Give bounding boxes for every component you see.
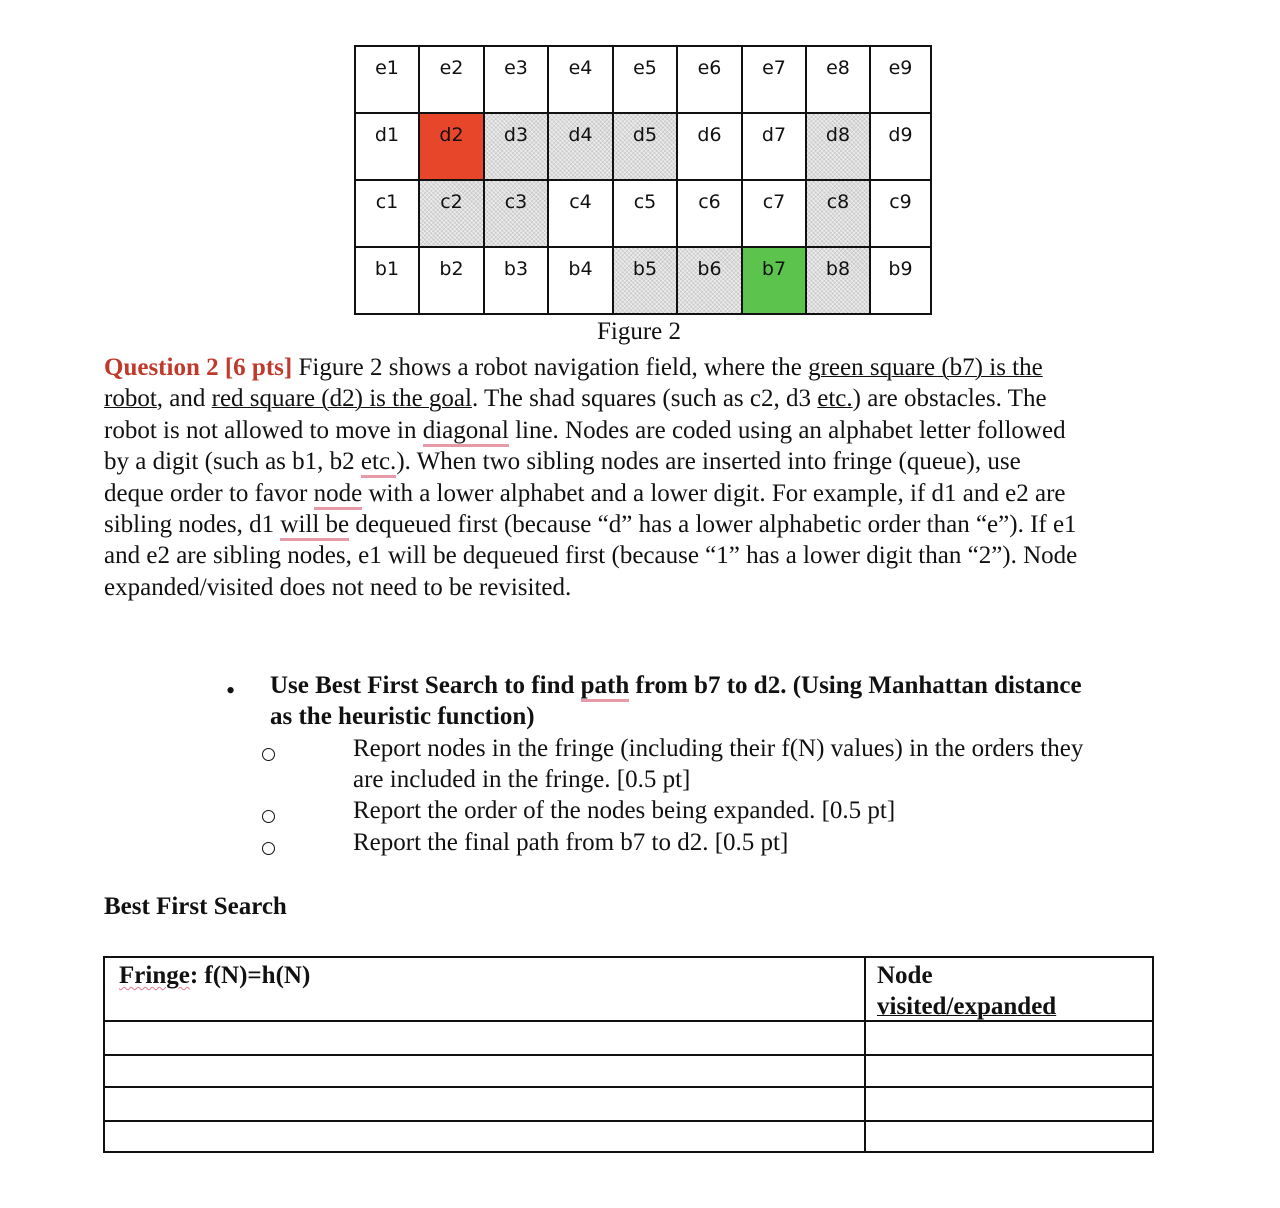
cell-label: b3 (503, 258, 529, 280)
grid-cell-b3 (485, 248, 549, 313)
grid-row-d (356, 114, 930, 179)
cell-label: c1 (375, 191, 399, 213)
fringe-column-header (119, 960, 310, 991)
fringe-answer-cell[interactable] (105, 1122, 862, 1151)
grid-row-b (356, 248, 930, 313)
grid-cell-b2 (420, 248, 485, 313)
question-heading: Question 2 [6 pts] (104, 354, 293, 381)
grid-row-c (356, 181, 930, 246)
diagonal-word: diagonal (423, 417, 509, 447)
grid-cell-e6 (678, 47, 743, 112)
text: dequeued first (because “d” has a lower alphabetic order than “e”). If e1 (349, 511, 1077, 539)
formula: : f(N)=h(N) (189, 962, 311, 989)
section-title: Best First Search (104, 893, 287, 920)
grid-cell-c3 (485, 181, 549, 246)
text: from b7 to d2. (Using Manhattan distance (629, 672, 1082, 699)
subtask-1-line-a: Report nodes in the fringe (including their f(N) values) in the orders they (353, 735, 1084, 762)
cell-label: c5 (633, 191, 657, 213)
subtask-2: Report the order of the nodes being expanded. [0.5 pt] (353, 797, 896, 824)
fringe-answer-cell[interactable] (105, 1022, 862, 1054)
grid-cell-c7 (743, 181, 807, 246)
navigation-grid (354, 45, 932, 315)
cell-label: c9 (889, 191, 912, 213)
cell-label: d2 (439, 124, 464, 146)
grid-cell-d6 (678, 114, 743, 179)
cell-label: b8 (825, 258, 851, 280)
grid-cell-c2 (420, 181, 485, 246)
grid-cell-e1 (356, 47, 420, 112)
visited-answer-cell[interactable] (866, 1088, 1152, 1120)
grid-cell-e9 (871, 47, 930, 112)
cell-label: b5 (632, 258, 658, 280)
cell-label: b9 (888, 258, 913, 280)
path-word: path (581, 672, 630, 702)
circle-bullet-icon (262, 810, 275, 823)
para-line-6 (104, 509, 1214, 540)
grid-cell-c1 (356, 181, 420, 246)
text: Figure 2 shows a robot navigation field, where the (292, 354, 809, 381)
cell-label: b7 (761, 258, 787, 280)
cell-label: e3 (504, 57, 528, 79)
grid-cell-e2 (420, 47, 485, 112)
text: robot is not allowed to move in (104, 416, 423, 444)
etc-word: etc. (361, 448, 396, 478)
grid-cell-d4 (549, 114, 614, 179)
fringe-answer-cell[interactable] (105, 1056, 862, 1086)
cell-label: b4 (568, 258, 593, 280)
subtask-3: Report the final path from b7 to d2. [0.5 pt] (353, 829, 789, 856)
figure-caption: Figure 2 (597, 318, 682, 345)
para-line-2 (104, 383, 1214, 414)
grid-cell-e5 (614, 47, 678, 112)
cell-label: d5 (632, 124, 658, 146)
cell-label: c8 (826, 191, 850, 213)
cell-label: b1 (374, 258, 400, 280)
answer-table (103, 956, 1154, 1153)
cell-label: c4 (569, 191, 592, 213)
fringe-word: Fringe (119, 962, 190, 989)
grid-cell-e8 (807, 47, 871, 112)
cell-label: b6 (697, 258, 722, 280)
para-line-7: and e2 are sibling nodes, e1 will be dequeued first (because “1” has a lower digit than “2”). Node (104, 542, 1078, 570)
text: Use Best First Search to find (270, 672, 581, 699)
will-be-words: will be (280, 511, 349, 541)
text: by a digit (such as b1, b2 (104, 448, 361, 476)
circle-bullet-icon (262, 842, 275, 855)
text: line. Nodes are coded using an alphabet letter followed (508, 416, 1066, 444)
visited-answer-cell[interactable] (866, 1122, 1152, 1151)
grid-cell-b7 (743, 248, 807, 313)
cell-label: e1 (375, 57, 399, 79)
cell-label: e6 (697, 57, 722, 79)
visited-answer-cell[interactable] (866, 1022, 1152, 1054)
grid-cell-e4 (549, 47, 614, 112)
text: ) are obstacles. The (852, 385, 1047, 413)
header-line-1: Node (877, 962, 933, 989)
cell-label: c2 (440, 191, 463, 213)
cell-label: d8 (825, 124, 851, 146)
task-line-1 (270, 672, 1082, 700)
visited-answer-cell[interactable] (866, 1056, 1152, 1086)
para-line-4 (104, 446, 1214, 477)
robot-word: robot (104, 385, 157, 413)
cell-label: e9 (888, 57, 913, 79)
grid-cell-d8 (807, 114, 871, 179)
grid-cell-b6 (678, 248, 743, 313)
cell-label: d9 (888, 124, 913, 146)
subtask-1-line-b: are included in the fringe. [0.5 pt] (353, 766, 691, 793)
grid-cell-d9 (871, 114, 930, 179)
text: deque order to favor (104, 479, 314, 507)
para-line-8: expanded/visited does not need to be revisited. (104, 573, 572, 601)
cell-label: c3 (504, 191, 528, 213)
header-line-2: visited/expanded (877, 993, 1057, 1020)
text: ). When two sibling nodes are inserted into fringe (queue), use (396, 448, 1021, 476)
grid-cell-c8 (807, 181, 871, 246)
bullet-icon: • (226, 676, 236, 705)
grid-cell-b8 (807, 248, 871, 313)
para-line-1 (104, 352, 1214, 383)
grid-cell-d1 (356, 114, 420, 179)
text: sibling nodes, d1 (104, 511, 281, 539)
task-line-2: as the heuristic function) (270, 703, 535, 730)
cell-label: e2 (439, 57, 464, 79)
cell-label: d6 (697, 124, 722, 146)
text: , and (156, 385, 212, 413)
text: . The shad squares (such as c2, d3 (471, 385, 818, 413)
grid-cell-b9 (871, 248, 930, 313)
visited-column-header (877, 960, 1147, 1022)
goal-reference: red square (d2) is the goal (211, 385, 472, 413)
cell-label: d7 (761, 124, 787, 146)
para-line-5 (104, 478, 1214, 509)
grid-row-e (356, 47, 930, 112)
cell-label: e8 (826, 57, 850, 79)
node-word: node (314, 480, 363, 510)
circle-bullet-icon (262, 748, 275, 761)
cell-label: d4 (568, 124, 593, 146)
grid-cell-c5 (614, 181, 678, 246)
grid-cell-c9 (871, 181, 930, 246)
cell-label: e5 (633, 57, 657, 79)
grid-cell-c4 (549, 181, 614, 246)
cell-label: e4 (568, 57, 593, 79)
text: with a lower alphabet and a lower digit. For example, if d1 and e2 are (362, 479, 1066, 507)
cell-label: d1 (374, 124, 400, 146)
grid-cell-d3 (485, 114, 549, 179)
etc-word: etc. (817, 385, 853, 413)
grid-cell-e3 (485, 47, 549, 112)
cell-label: b2 (439, 258, 464, 280)
grid-cell-e7 (743, 47, 807, 112)
robot-reference: green square (b7) is the (808, 354, 1043, 381)
grid-cell-c6 (678, 181, 743, 246)
grid-cell-b4 (549, 248, 614, 313)
cell-label: c6 (698, 191, 721, 213)
grid-cell-d7 (743, 114, 807, 179)
question-paragraph (104, 352, 1214, 603)
fringe-answer-cell[interactable] (105, 1088, 862, 1120)
cell-label: d3 (503, 124, 529, 146)
grid-cell-d2 (420, 114, 485, 179)
para-line-3 (104, 415, 1214, 446)
grid-cell-b1 (356, 248, 420, 313)
grid-cell-d5 (614, 114, 678, 179)
grid-cell-b5 (614, 248, 678, 313)
cell-label: e7 (762, 57, 786, 79)
cell-label: c7 (762, 191, 786, 213)
